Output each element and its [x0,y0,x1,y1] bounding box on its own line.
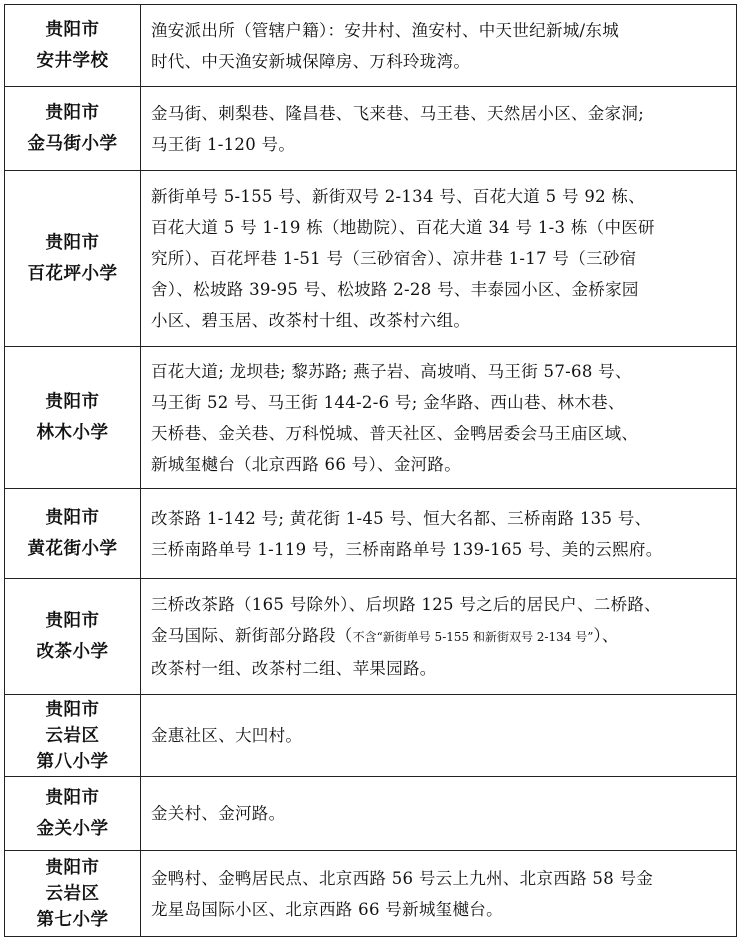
area-line: 新街单号 5-155 号、新街双号 2-134 号、百花大道 5 号 92 栋、 [151,187,646,206]
area-line: 百花大道; 龙坝巷; 黎苏路; 燕子岩、高坡哨、马王街 57-68 号、 [151,361,632,381]
area-line [151,620,730,653]
area-line: 渔安派出所（管辖户籍）：安井村、渔安村、中天世纪新城/东城 [151,20,620,40]
area-line: 究所）、百花坪巷 1-51 号（三砂宿舍）、凉井巷 1-17 号（三砂宿 [151,249,637,268]
school-name-cell [5,851,141,937]
area-line: 三桥南路单号 1-119 号，三桥南路单号 139-165 号、美的云熙府。 [151,539,663,559]
area-line: 金惠社区、大凹村。 [151,726,303,745]
school-name-line: 贵阳市 [45,102,100,123]
table-row [5,87,737,171]
area-text: 金马国际、新街部分路段（ [151,626,353,645]
district-area-cell [141,777,737,851]
school-name-line: 安井学校 [36,50,109,71]
school-name-cell [5,5,141,87]
area-line: 金马街、刺梨巷、隆昌巷、飞来巷、马王巷、天然居小区、金家洞; [151,103,645,123]
area-exclusion-note: 不含“新街单号 5-155 和新街双号 2-134 号” [352,630,594,644]
school-name-line: 云岩区 [45,883,100,904]
area-line: 时代、中天渔安新城保障房、万科玲珑湾。 [151,51,471,71]
table-row [5,777,737,851]
school-name-cell [5,695,141,777]
area-line: 新城玺樾台（北京西路 66 号）、金河路。 [151,454,462,474]
district-area-cell [141,695,737,777]
school-name-line: 贵阳市 [45,507,100,528]
area-line: 舍）、松坡路 39-95 号、松坡路 2-28 号、丰泰园小区、金桥家园 [151,280,639,299]
school-name-line: 贵阳市 [45,232,100,253]
school-name-line: 云岩区 [45,725,100,746]
table-row [5,489,737,579]
district-area-cell [141,347,737,489]
school-name-cell [5,777,141,851]
school-name-line: 贵阳市 [45,391,100,412]
school-name-line: 百花坪小学 [27,263,118,284]
school-name-line: 改茶小学 [36,641,109,662]
school-name-line: 金马街小学 [27,133,118,154]
school-name-line: 第八小学 [36,751,109,772]
area-line: 金鸭村、金鸭居民点、北京西路 56 号云上九州、北京西路 58 号金 [151,868,654,888]
school-name-line: 黄花街小学 [27,538,118,559]
area-line: 小区、碧玉居、改茶村十组、改茶村六组。 [151,311,471,330]
school-name-line: 贵阳市 [45,699,100,720]
district-area-cell [141,171,737,347]
school-district-table [4,4,737,937]
area-line: 三桥改茶路（165 号除外）、后坝路 125 号之后的居民户、二桥路、 [151,595,661,614]
area-line: 金关村、金河路。 [151,804,286,823]
school-name-line: 金关小学 [36,818,109,839]
school-name-cell [5,579,141,695]
district-area-cell [141,489,737,579]
school-name-line: 林木小学 [36,422,109,443]
school-name-line: 贵阳市 [45,610,100,631]
table-row [5,5,737,87]
school-name-line: 第七小学 [36,909,109,930]
area-line: 马王街 1-120 号。 [151,134,296,154]
school-name-cell [5,347,141,489]
school-name-line: 贵阳市 [45,787,100,808]
area-line: 马王街 52 号、马王街 144-2-6 号; 金华路、西山巷、林木巷、 [151,392,625,412]
area-line: 百花大道 5 号 1-19 栋（地勘院）、百花大道 34 号 1-3 栋（中医研 [151,218,655,237]
table-row [5,851,737,937]
district-area-cell [141,851,737,937]
area-line: 改茶路 1-142 号; 黄花街 1-45 号、恒大名都、三桥南路 135 号、 [151,508,652,528]
table-row [5,695,737,777]
district-area-cell [141,579,737,695]
area-line: 天桥巷、金关巷、万科悦城、普天社区、金鸭居委会马王庙区域、 [151,423,639,443]
area-line: 龙星岛国际小区、北京西路 66 号新城玺樾台。 [151,899,503,919]
table-row [5,579,737,695]
district-area-cell [141,87,737,171]
area-text: ）、 [593,626,619,645]
area-line: 改茶村一组、改茶村二组、苹果园路。 [151,659,437,678]
school-name-line: 贵阳市 [45,857,100,878]
school-name-line: 贵阳市 [45,19,100,40]
school-name-cell [5,87,141,171]
table-row [5,347,737,489]
table-row [5,171,737,347]
school-name-cell [5,489,141,579]
district-area-cell [141,5,737,87]
school-name-cell [5,171,141,347]
